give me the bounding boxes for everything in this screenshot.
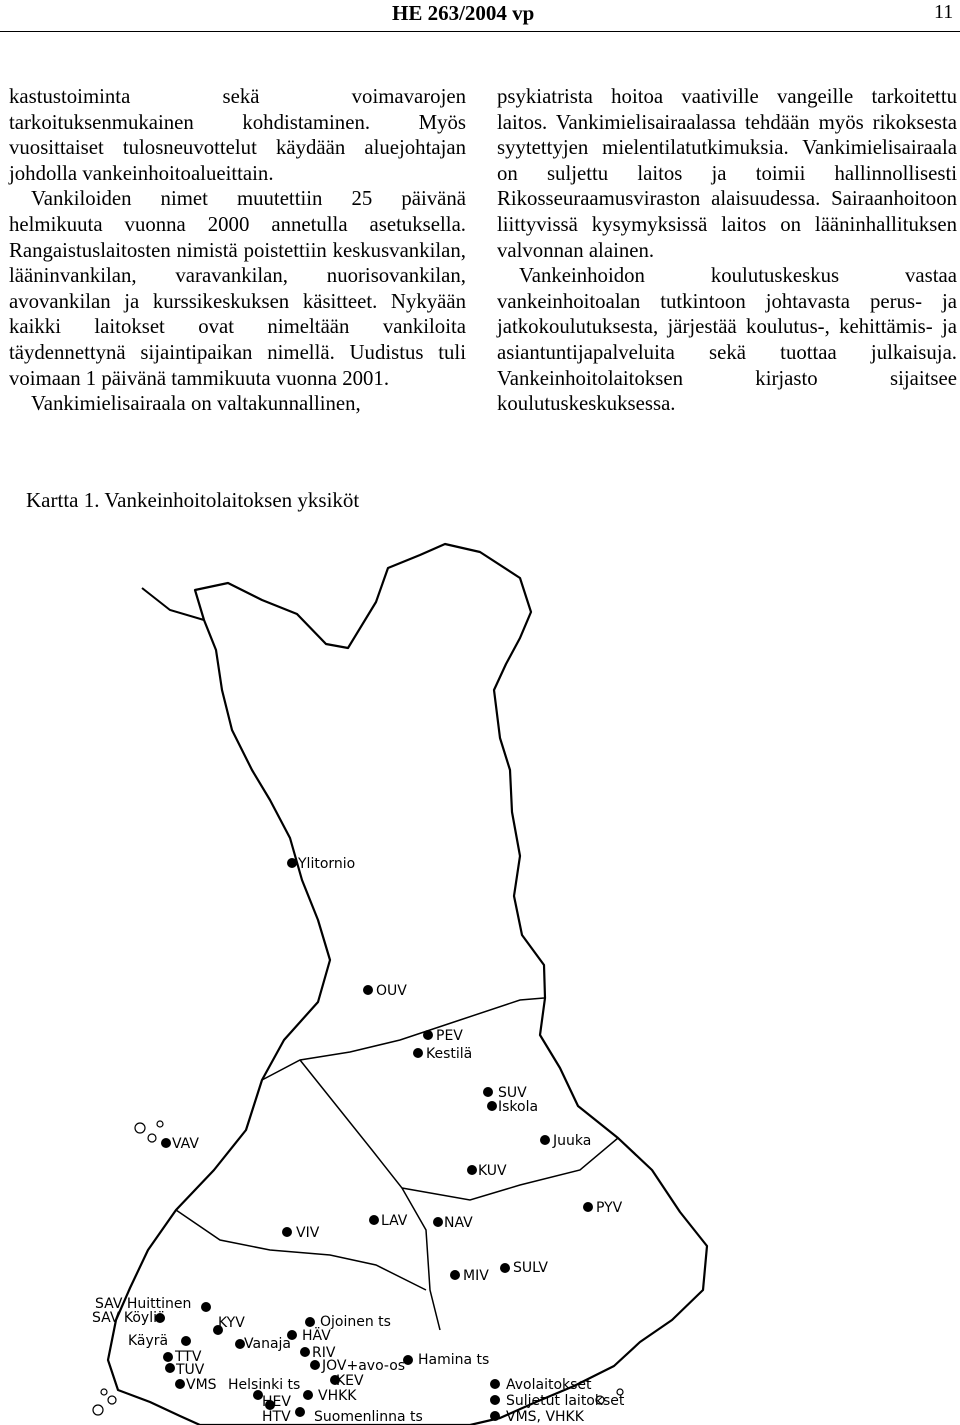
paragraph: Vankiloiden nimet muutettiin 25 päivänä helmikuuta vuonna 2000 annetulla asetuksella. Rangaistuslaitosten nimistä poistettiin keskusvankilan, lääninvankilan, varavankilan, nuorisovankilan, avovankilan ja kurssikeskuksen käsitteet. Nykyään kaikki laitokset ovat nimeltään vankiloita täydennettynä sijaintipaikan nimellä. Uudistus tuli voimaan 1 päivänä tammikuuta vuonna 2001. (9, 187, 466, 390)
place-label: JOV+avo-os (322, 1358, 406, 1374)
document-code: HE 263/2004 vp (392, 1, 535, 25)
page-number: 11 (934, 1, 954, 23)
place-label: PEV (436, 1028, 463, 1044)
place-label: VMS (186, 1377, 217, 1393)
place-label: KUV (478, 1163, 507, 1179)
place-label: PYV (596, 1200, 623, 1216)
legend-closed-units: Suljetut laitokset (506, 1393, 625, 1409)
place-label: SULV (513, 1260, 548, 1276)
place-label: Juuka (553, 1133, 592, 1149)
right-text-column (497, 84, 957, 417)
place-label: Käyrä (128, 1333, 169, 1349)
place-label: LAV (381, 1213, 408, 1229)
paragraph: Vankimielisairaala on valtakunnallinen, (31, 392, 361, 416)
place-label: OUV (376, 983, 407, 999)
province-border (300, 1060, 440, 1330)
place-label: HTV (262, 1409, 291, 1425)
finland-outline (108, 544, 707, 1425)
paragraph: Vankeinhoidon koulutuskeskus vastaa vankeinhoitoalan tutkintoon johtavasta perus- ja jatkokoulutuksesta, järjestää koulutus-, kehittämis- ja asiantuntijapalveluita sekä tuottaa julkaisuja. Vankeinhoitolaitoksen kirjasto sijaitsee koulutuskeskuksessa. (497, 264, 957, 416)
place-label: Hamina ts (418, 1352, 490, 1368)
paragraph: psykiatrista hoitoa vaativille vangeille tarkoitettu laitos. Vankimielisairaalassa tehdään myös rikoksesta syytettyjen mielentilatutkimuksia. Vankimielisairaala on suljettu laitos ja toimii hallinnollisesti Rikosseuraamusviraston alaisuudessa. Sairaanhoitoon liittyvissä kysymyksissä laitos on lääninhallituksen valvonnan alainen. (497, 85, 957, 262)
place-label: VHKK (318, 1388, 357, 1404)
place-label: Iskola (498, 1099, 539, 1115)
place-label: SUV (498, 1085, 527, 1101)
map-legend (506, 1377, 625, 1425)
place-label: NAV (444, 1215, 473, 1231)
place-label: Vanaja (244, 1336, 291, 1352)
place-label: RIV (312, 1345, 336, 1361)
finland-map (86, 520, 960, 1425)
legend-open-units: Avolaitokset (506, 1377, 592, 1393)
place-label: MIV (463, 1268, 489, 1284)
place-label: TTV (175, 1349, 202, 1365)
page-header (0, 0, 960, 28)
place-label: SAV Huittinen (95, 1296, 192, 1312)
place-label: Kestilä (426, 1046, 473, 1062)
place-label: HEV (262, 1394, 291, 1410)
paragraph: kastustoiminta sekä voimavarojen tarkoituksenmukainen kohdistaminen. Myös vuosittaiset tulosneuvottelut käydään aluejohtajan johdolla vankeinhoitoalueittain. (9, 85, 466, 185)
place-label: Suomenlinna ts (314, 1409, 423, 1425)
place-label: KEV (336, 1373, 364, 1389)
left-text-column (9, 84, 466, 417)
map-caption: Kartta 1. Vankeinhoitolaitoksen yksiköt (26, 488, 360, 512)
province-border (262, 998, 544, 1080)
place-label: TUV (176, 1362, 205, 1378)
place-label: HÄV (302, 1328, 331, 1344)
place-label: Ylitornio (298, 856, 356, 872)
place-label: KYV (218, 1315, 245, 1331)
place-label: VAV (172, 1136, 199, 1152)
place-label: Ojoinen ts (320, 1314, 391, 1330)
legend-vms-vhkk: VMS, VHKK (506, 1409, 584, 1425)
header-rule (0, 31, 960, 32)
place-label: VIV (296, 1225, 320, 1241)
place-label: Helsinki ts (228, 1377, 301, 1393)
place-label: SAV Köyliö (92, 1310, 166, 1326)
